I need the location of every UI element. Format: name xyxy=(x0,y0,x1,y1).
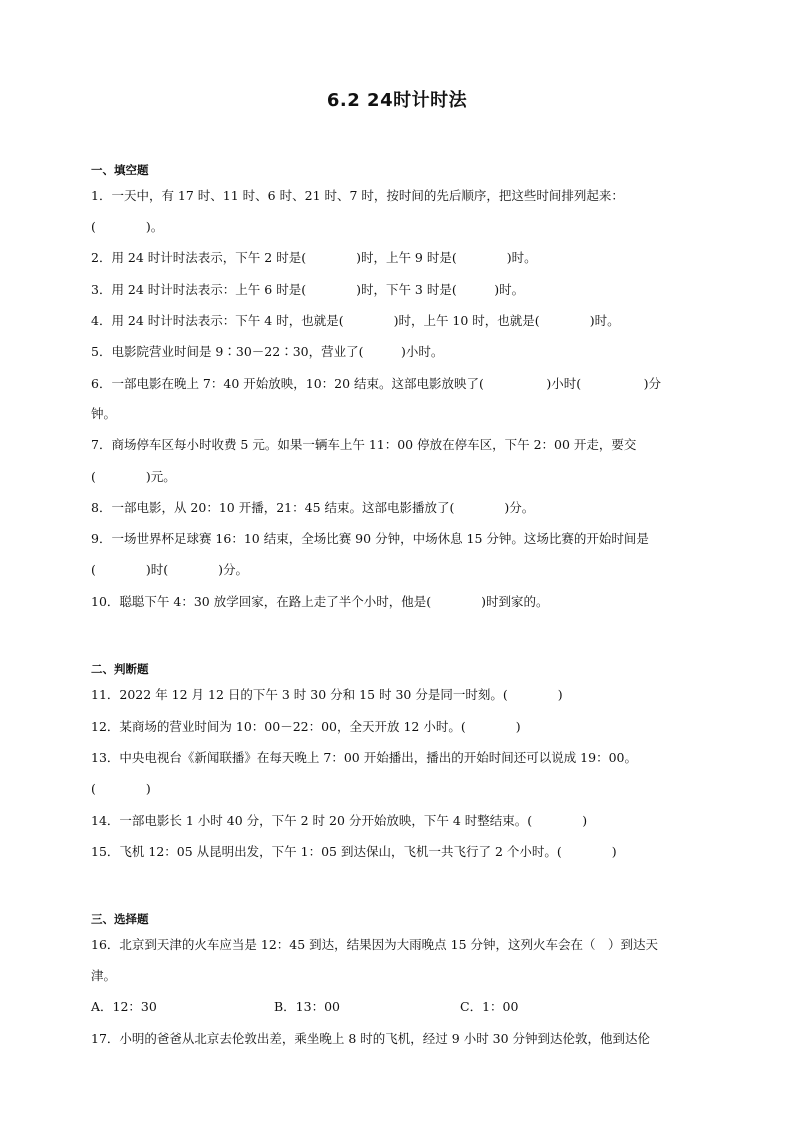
question-line: 2．用 24 时计时法表示，下午 2 时是( )时，上午 9 时是( )时。 xyxy=(91,250,537,265)
question-line: 10．聪聪下午 4：30 放学回家，在路上走了半个小时，他是( )时到家的。 xyxy=(91,594,549,609)
question-line: 14．一部电影长 1 小时 40 分，下午 2 时 20 分开始放映，下午 4 时整结束。( ) xyxy=(91,813,588,828)
question-line: 钟。 xyxy=(91,406,117,421)
section-heading-multiple-choice: 三、选择题 xyxy=(91,912,149,926)
question-line: 12．某商场的营业时间为 10：00－22：00，全天开放 12 小时。( ) xyxy=(91,719,521,734)
question-line: 13．中央电视台《新闻联播》在每天晚上 7：00 开始播出，播出的开始时间还可以说成 19：00。 xyxy=(91,750,637,765)
question-line: 3．用 24 时计时法表示：上午 6 时是( )时，下午 3 时是( )时。 xyxy=(91,282,525,297)
question-line: 8．一部电影，从 20：10 开播，21：45 结束。这部电影播放了( )分。 xyxy=(91,500,535,515)
section-heading-fill-in: 一、填空题 xyxy=(91,163,149,177)
question-line: 7．商场停车区每小时收费 5 元。如果一辆车上午 11：00 停放在停车区，下午 2：00 开走，要交 xyxy=(91,437,637,452)
question-line: 津。 xyxy=(91,968,117,983)
question-line: 1．一天中，有 17 时、11 时、6 时、21 时、7 时，按时间的先后顺序，把这些时间排列起来： xyxy=(91,188,624,203)
question-line: 16．北京到天津的火车应当是 12：45 到达，结果因为大雨晚点 15 分钟，这列火车会在（ ）到达天 xyxy=(91,937,659,952)
question-line: 9．一场世界杯足球赛 16：10 结束，全场比赛 90 分钟，中场休息 15 分钟。这场比赛的开始时间是 xyxy=(91,531,649,546)
page-title: 6.2 24时计时法 xyxy=(326,90,468,111)
choice-option-b: B．13：00 xyxy=(274,999,340,1014)
question-line: ( ) xyxy=(91,781,151,796)
section-heading-true-false: 二、判断题 xyxy=(91,662,149,676)
choice-option-c: C．1：00 xyxy=(460,999,519,1014)
question-line: ( )时( )分。 xyxy=(91,562,249,577)
choice-option-a: A．12：30 xyxy=(91,999,157,1014)
question-line: 5．电影院营业时间是 9∶30－22∶30，营业了( )小时。 xyxy=(91,344,444,359)
question-line: ( )元。 xyxy=(91,469,176,484)
question-line: 6．一部电影在晚上 7：40 开始放映，10：20 结束。这部电影放映了( )小时( )分 xyxy=(91,376,662,391)
question-line: ( )。 xyxy=(91,219,164,234)
question-line: 11．2022 年 12 月 12 日的下午 3 时 30 分和 15 时 30 分是同一时刻。( ) xyxy=(91,687,563,702)
question-line: 4．用 24 时计时法表示：下午 4 时，也就是( )时，上午 10 时，也就是( )时。 xyxy=(91,313,620,328)
question-line: 17．小明的爸爸从北京去伦敦出差，乘坐晚上 8 时的飞机，经过 9 小时 30 分钟到达伦敦，他到达伦 xyxy=(91,1031,651,1046)
question-line: 15．飞机 12：05 从昆明出发，下午 1：05 到达保山，飞机一共飞行了 2 个小时。( ) xyxy=(91,844,617,859)
